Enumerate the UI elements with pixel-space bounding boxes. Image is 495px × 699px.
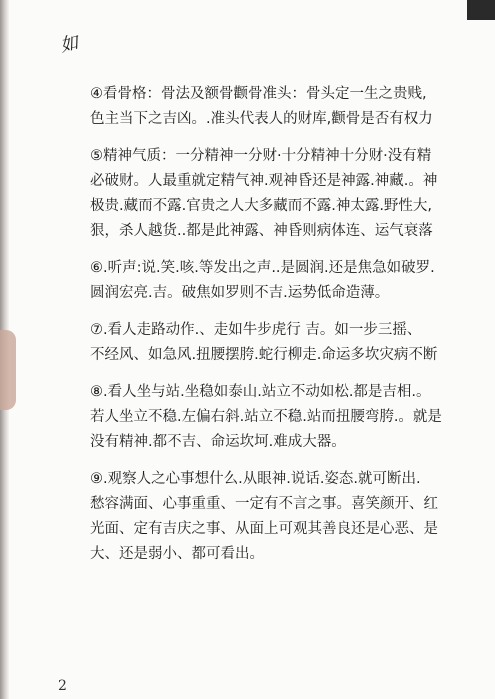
text-line: ⑥.听声:说.笑.咳.等发出之声..是圆润.还是焦急如破罗. [90, 260, 435, 276]
corner-tab [467, 0, 495, 20]
text-line: ⑧.看人坐与站.坐稳如泰山.站立不动如松.都是吉相.。 [90, 384, 431, 400]
text-line: 若人坐立不稳.左偏右斜.站立不稳.站而扭腰弯胯.。就是 [90, 409, 442, 425]
text-line: 必破财。人最重就定精气神.观神昏还是神露.神藏.。神 [90, 173, 438, 189]
paragraph-spirit [90, 144, 445, 244]
paragraph-bone-structure [90, 82, 445, 132]
text-line: 光面、定有吉庆之事、从面上可观其善良还是心恶、是 [90, 521, 438, 537]
text-line: 极贵.藏而不露.官贵之人大多藏而不露.神太露.野性大, [90, 198, 433, 214]
text-line: 不经风、如急风.扭腰摆胯.蛇行柳走.命运多坎灾病不断 [90, 347, 438, 363]
paragraph-sitting-standing [90, 380, 445, 455]
text-line: ⑤精神气质：一分精神一分财·十分精神十分财·没有精 [90, 148, 432, 164]
text-line: 大、还是弱小、都可看出。 [90, 546, 264, 562]
handwritten-note: 如 [58, 32, 81, 57]
text-line: 狠，杀人越货..都是此神露、神昏则病体连、运气衰落 [90, 223, 433, 239]
text-line: 愁容满面、心事重重、一定有不言之事。喜笑颜开、红 [90, 496, 438, 512]
page-number: 2 [58, 678, 67, 694]
document-body [90, 82, 445, 579]
text-line: 色主当下之吉凶。.准头代表人的财库,颧骨是否有权力 [90, 111, 433, 127]
finger-edge [0, 330, 16, 410]
text-line: 圆润宏亮.吉。破焦如罗则不吉.运势低命造薄。 [90, 285, 390, 301]
text-line: ④看骨格：骨法及额骨颧骨准头：骨头定一生之贵贱, [90, 86, 427, 102]
paragraph-voice [90, 256, 445, 306]
paragraph-observe-mind [90, 467, 445, 567]
paragraph-walking [90, 318, 445, 368]
text-line: ⑨.观察人之心事想什么.从眼神.说话.姿态.就可断出. [90, 471, 421, 487]
text-line: 没有精神.都不吉、命运坎坷.难成大器。 [90, 434, 346, 450]
text-line: ⑦.看人走路动作.、走如牛步虎行 吉。如一步三摇、 [90, 322, 422, 338]
